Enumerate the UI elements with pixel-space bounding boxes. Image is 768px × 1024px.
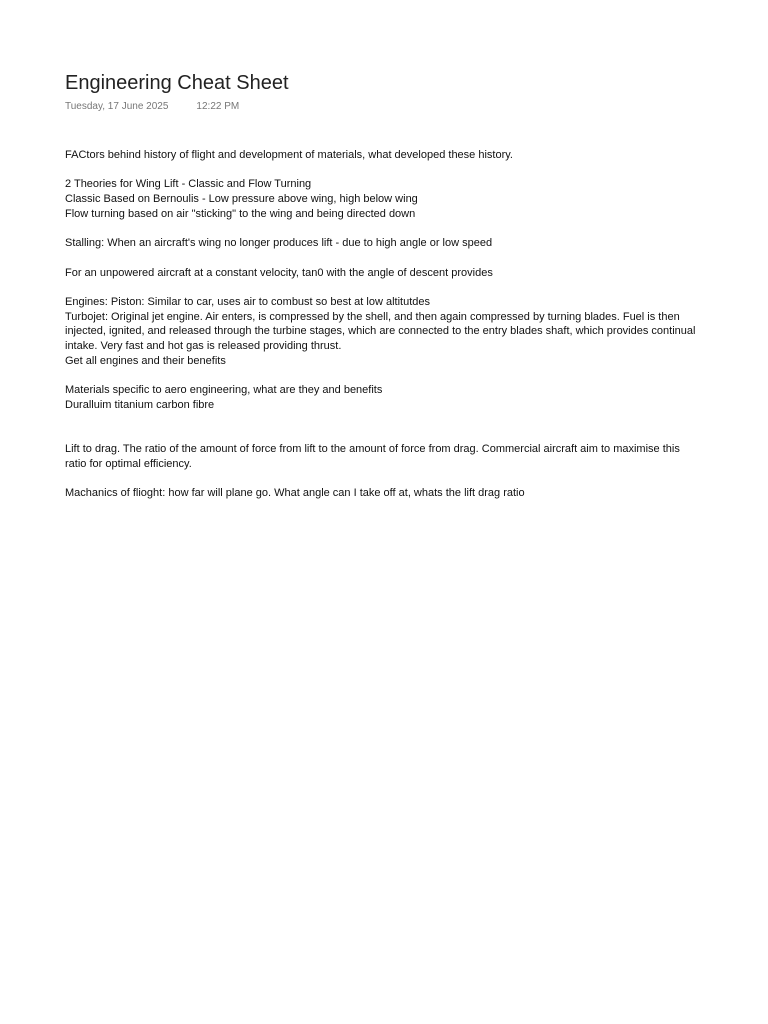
- paragraph-lift-to-drag: Lift to drag. The ratio of the amount of force from lift to the amount of force from drag. Commercial aircraft aim to maximise this ratio for optimal efficiency.: [65, 442, 680, 470]
- blank-line: [65, 163, 701, 178]
- paragraph-materials-list: Duralluim titanium carbon fibre: [65, 398, 215, 411]
- paragraph-stalling: Stalling: When an aircraft's wing no longer produces lift - due to high angle or low speed: [65, 237, 493, 250]
- paragraph-classic-lift: Classic Based on Bernoulis - Low pressure above wing, high below wing: [65, 193, 418, 206]
- paragraph-wing-lift-heading: 2 Theories for Wing Lift - Classic and Flow Turning: [65, 178, 312, 191]
- blank-line: [65, 413, 701, 442]
- blank-line: [65, 251, 701, 266]
- blank-line: [65, 471, 701, 486]
- paragraph-unpowered-aircraft: For an unpowered aircraft at a constant velocity, tan0 with the angle of descent provides: [65, 266, 493, 279]
- paragraph-turbojet: Turbojet: Original jet engine. Air enters, is compressed by the shell, and then again compressed by turning blades. Fuel is then injected, ignited, and released through the turbine stages, which are connected to the entry blades shaft, which provides continual intake. Very fast and hot gas is released providing thrust.: [65, 310, 696, 353]
- note-body[interactable]: [65, 148, 701, 501]
- paragraph-piston-engine: Engines: Piston: Similar to car, uses air to combust so best at low altitutdes: [65, 295, 431, 308]
- paragraph-flow-turning: Flow turning based on air "sticking" to the wing and being directed down: [65, 207, 416, 220]
- note-time: 12:22 PM: [196, 101, 240, 112]
- paragraph-factors: FACtors behind history of flight and development of materials, what developed these history.: [65, 149, 513, 161]
- blank-line: [65, 368, 701, 383]
- blank-line: [65, 280, 701, 295]
- paragraph-engines-todo: Get all engines and their benefits: [65, 354, 226, 367]
- blank-line: [65, 222, 701, 237]
- note-date: Tuesday, 17 June 2025: [65, 101, 169, 112]
- paragraph-mechanics: Machanics of flioght: how far will plane go. What angle can I take off at, whats the lift drag ratio: [65, 487, 525, 500]
- note-timestamp: [65, 100, 239, 114]
- page-title[interactable]: Engineering Cheat Sheet: [65, 72, 289, 94]
- paragraph-materials: Materials specific to aero engineering, what are they and benefits: [65, 384, 383, 397]
